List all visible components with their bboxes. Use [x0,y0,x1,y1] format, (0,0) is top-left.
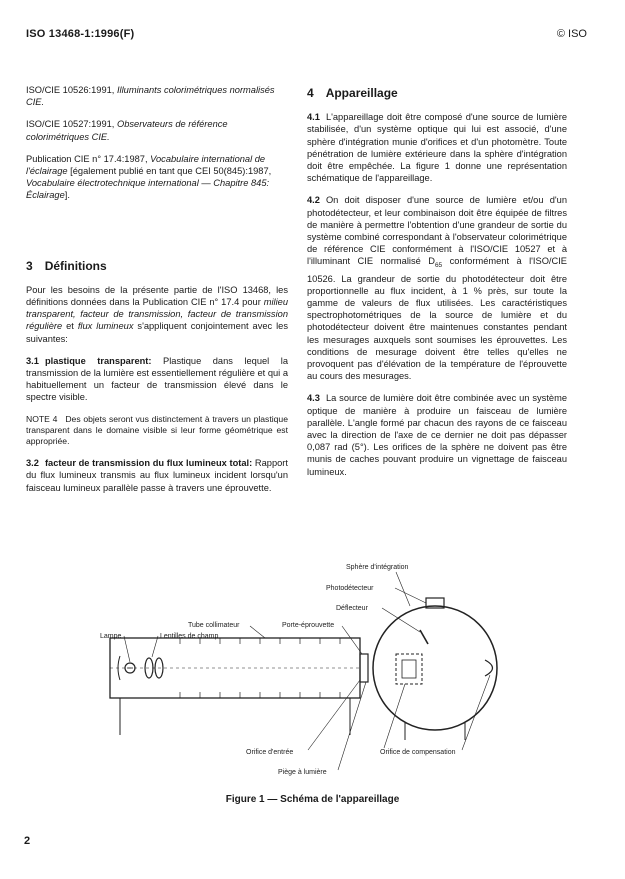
left-column [26,84,288,504]
right-column [307,84,567,488]
compensation-port-shape [396,654,422,684]
definition-3-2: 3.2 facteur de transmission du flux lumineux total: Rapport du flux lumineux transmis au flux lumineux incident lorsqu'un faisceau lumineux parallèle passe à travers une éprouvette. [26,458,288,493]
section-4-heading: 4 Appareillage [307,86,398,100]
paragraph-4-2: 4.2 On doit disposer d'une source de lumière et/ou d'un photodétecteur, et leur combinaison doit être équipée de filtres de manière à permettre l'obtention d'une grandeur de sortie du système combiné correspondant à l'observateur colorimétrique de référence CIE conformément à l'ISO/CIE 10527 et à l'illuminant CIE normalisé $D_{65}$ conformément à l'ISO/CIE 10526. La grandeur de sortie du photodétecteur doit être proportionnelle au flux incident, à 1 % près, sur toute la gamme de valeurs de flux utilisées. Les caractéristiques spectrophotométriques de la source de lumière et du photodétecteur doivent être maintenues constantes pendant les mesurages auxquels sont soumises les éprouvettes. Les conditions de mesurage doivent être telles qu'elles ne provoquent pas d'élévation de la température de l'éprouvette au cours des mesurages. [307,195,568,382]
deflector-shape [420,630,428,644]
label-photodetector: Photodétecteur [326,585,374,592]
label-deflector: Déflecteur [336,605,368,612]
note-4: NOTE 4 Des objets seront vus distinctement à travers un plastique transparent dans le domaine visible si leur forme géométrique est appropriée. [26,413,288,447]
definition-3-1: 3.1 plastique transparent: Plastique dans lequel la transmission de la lumière est essentiellement régulière et qui a habituellement un facteur de transmission élevé dans le spectre visible. [26,355,288,403]
header-copyright: © ISO [556,28,587,40]
figure-caption: Figure 1 — Schéma de l'appareillage [225,794,400,805]
page-number: 2 [24,835,31,847]
label-compensation: Orifice de compensation [380,749,456,756]
label-trap: Piège à lumière [278,769,327,776]
label-holder: Porte-éprouvette [282,622,335,629]
reference-iso-cie-10527: ISO/CIE 10527:1991, Observateurs de référence colorimétriques CIE. [26,119,228,142]
section-3-intro: Pour les besoins de la présente partie de l'ISO 13468, les définitions données dans la Publication CIE n° 17.4 pour milieu transparent, facteur de transmission, facteur de transmission régulière et flux lumineux s'appliquent conjointement avec les suivantes: [26,284,288,344]
reference-cie-17-4: Publication CIE n° 17.4:1987, Vocabulaire international de l'éclairage [également publié en tant que CEI 50(845):1987, Vocabulaire électrotechnique international — Chapitre 845: Éclairage]. [26,153,272,201]
specimen-holder-shape [360,654,368,682]
header-standard: ISO 13468-1:1996(F) [26,28,135,40]
paragraph-4-3: 4.3 La source de lumière doit être combinée avec un système optique de manière à produire un faisceau de lumière parallèle. L'angle formé par chacun des rayons de ce faisceau avec la direction de l'axe de ce dernier ne doit pas dépasser 0,087 rad (5°). Les orifices de la sphère ne doivent pas être munis de caches pouvant produire un vignettage de faisceau lumineux. [307,393,567,477]
apparatus-diagram [60,560,580,790]
label-lamp: Lampe [100,633,122,640]
label-sphere: Sphère d'intégration [346,564,409,571]
light-trap-shape [485,660,493,676]
integrating-sphere-shape [373,606,497,730]
label-collimator: Tube collimateur [188,622,240,629]
section-3-heading: 3 Définitions [26,258,107,273]
label-lenses: Lentilles de champ [160,633,219,640]
label-entry: Orifice d'entrée [246,749,294,756]
paragraph-4-1: 4.1 L'appareillage doit être composé d'une source de lumière stabilisée, d'un système optique qui lui est associé, d'une sphère d'intégration munie d'orifices et d'un photomètre. Toute pénétration de lumière extérieure dans la sphère d'intégration doit être empêchée. La figure 1 donne une représentation schématique de l'appareillage. [307,112,567,184]
reference-iso-cie-10526: ISO/CIE 10526:1991, Illuminants colorimétriques normalisés CIE. [26,85,275,108]
